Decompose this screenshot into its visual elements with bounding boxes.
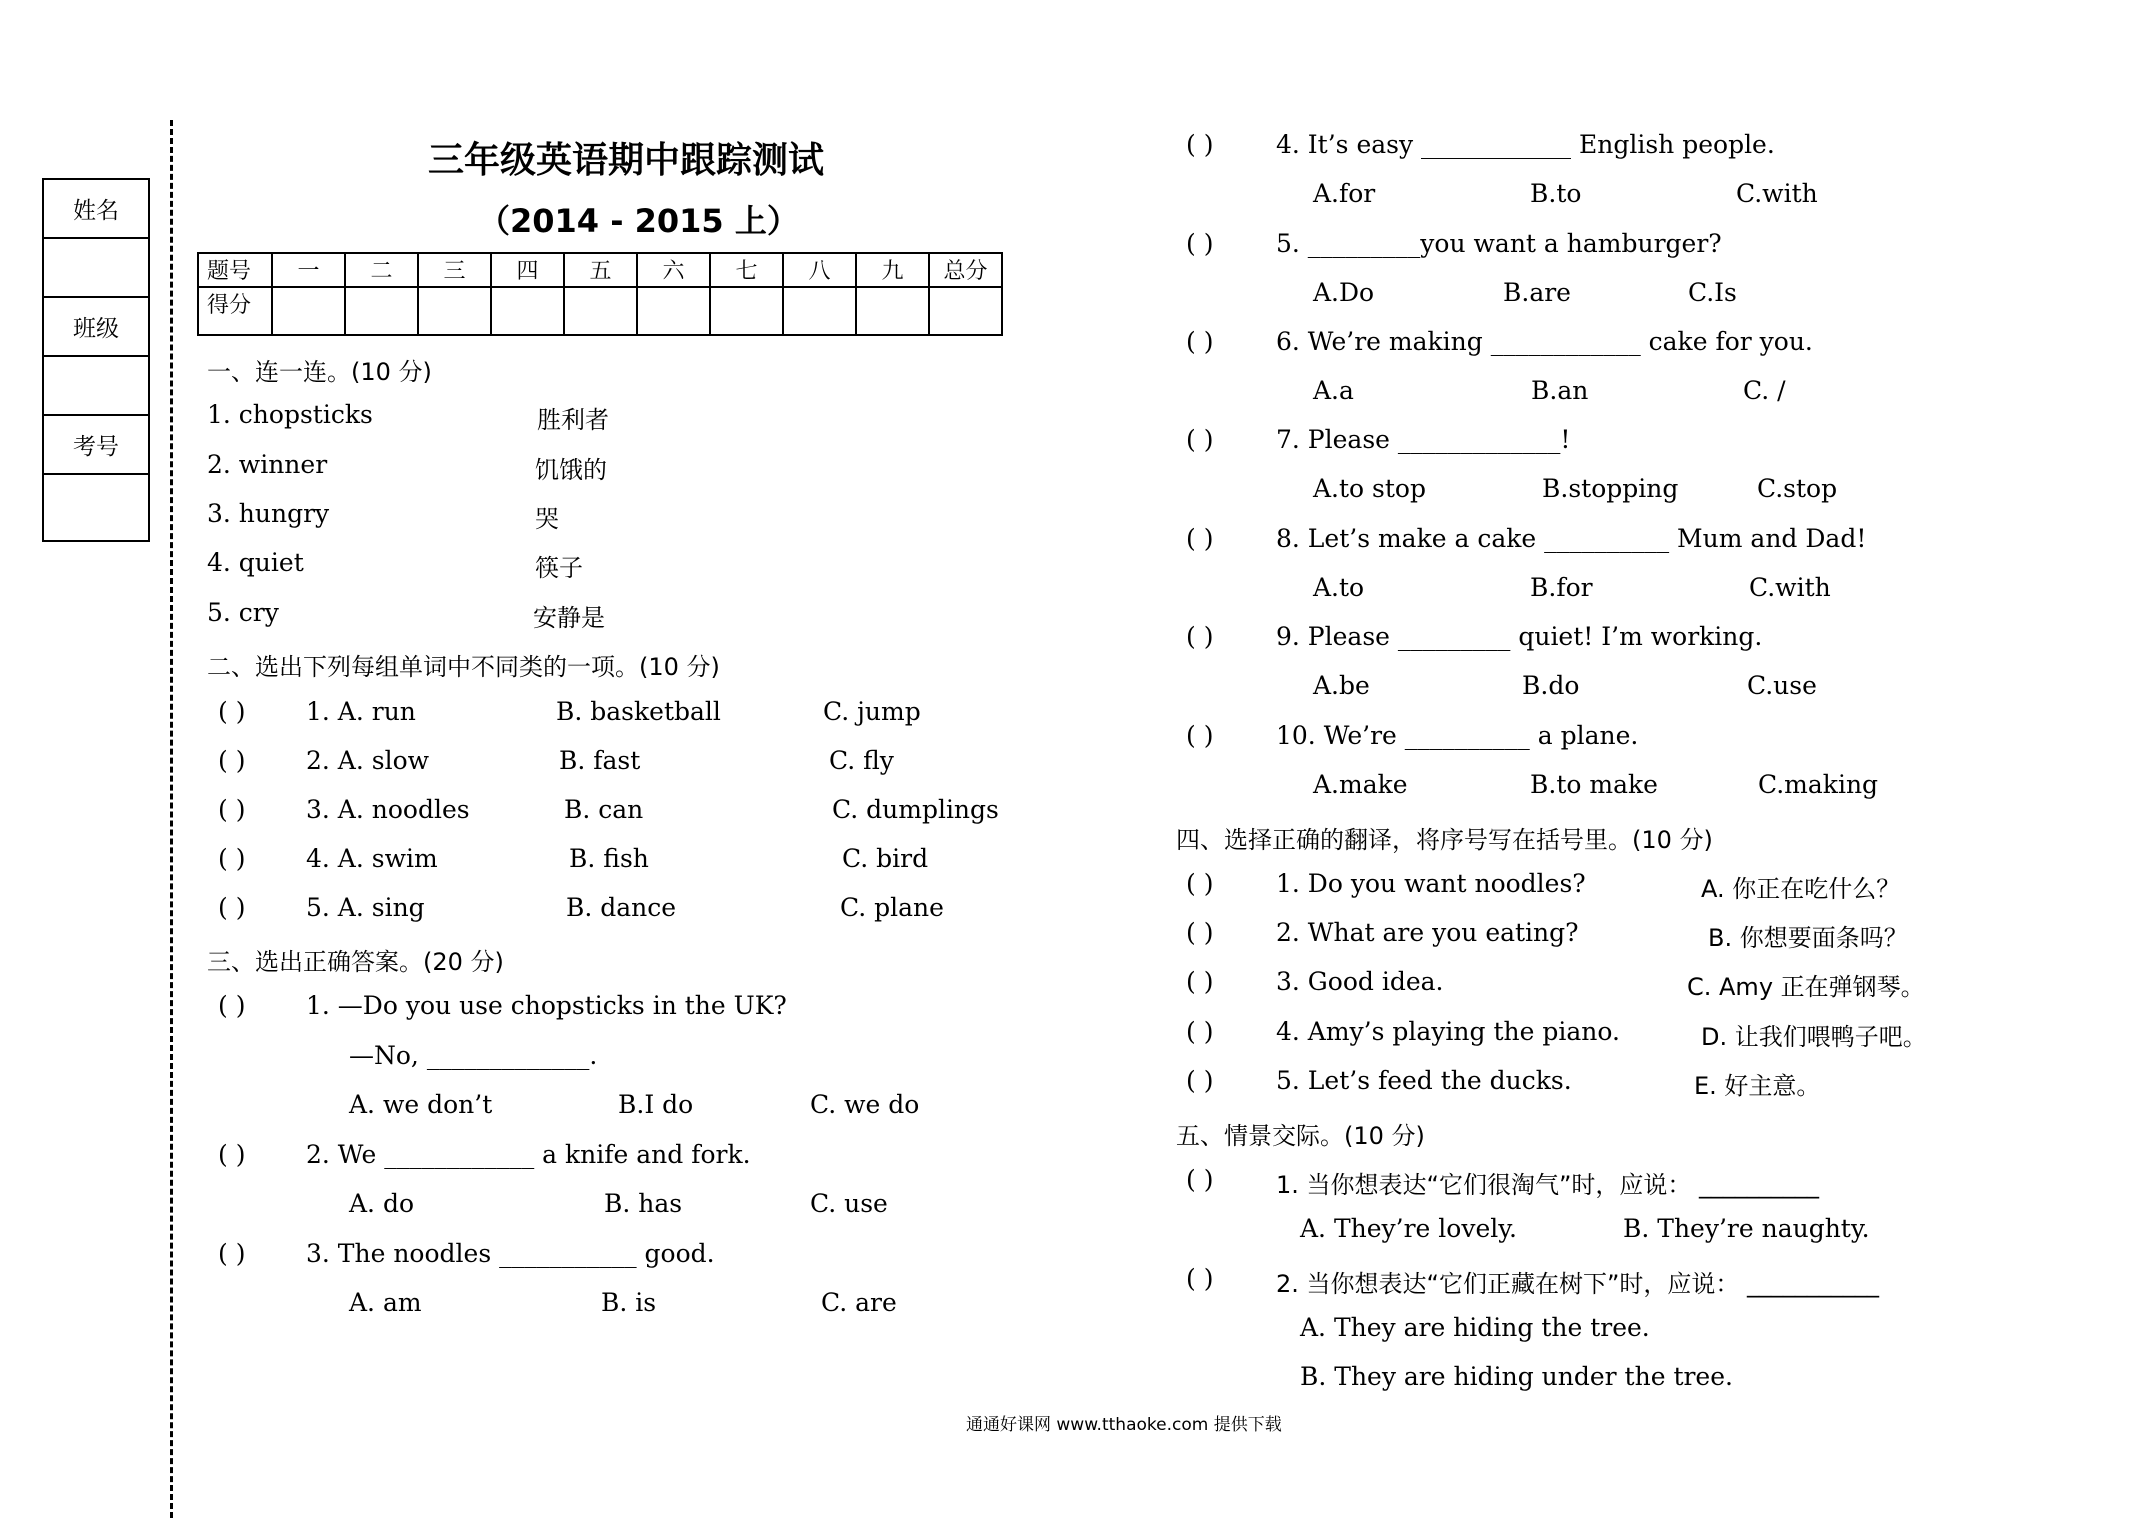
option-a: A.Do bbox=[1313, 278, 1375, 307]
question-text: 10. We’re __________ a plane. bbox=[1276, 721, 1639, 750]
option-a: A. am bbox=[349, 1288, 422, 1317]
table-cell: 一 bbox=[272, 253, 345, 287]
option-c: C.use bbox=[1747, 671, 1817, 700]
score-table bbox=[197, 252, 1003, 336]
option-c: C.with bbox=[1749, 573, 1831, 602]
option-b: B.are bbox=[1503, 278, 1571, 307]
answer-bracket[interactable]: ( ) bbox=[218, 746, 246, 775]
answer-bracket[interactable]: ( ) bbox=[218, 1239, 246, 1268]
answer-bracket[interactable]: ( ) bbox=[1186, 1264, 1214, 1293]
section4-heading: 四、选择正确的翻译，将序号写在括号里。(10 分) bbox=[1176, 826, 1713, 854]
sentence-en: 4. Amy’s playing the piano. bbox=[1276, 1017, 1620, 1046]
match-item-en: 5. cry bbox=[207, 598, 279, 627]
section3-heading: 三、选出正确答案。(20 分) bbox=[207, 948, 504, 976]
score-cell[interactable] bbox=[491, 287, 564, 335]
section2-heading: 二、选出下列每组单词中不同类的一项。(10 分) bbox=[207, 653, 720, 681]
table-cell: 得分 bbox=[198, 287, 272, 335]
option-b: B. They’re naughty. bbox=[1623, 1214, 1870, 1243]
sentence-en: 2. What are you eating? bbox=[1276, 918, 1579, 947]
match-item-zh: 胜利者 bbox=[537, 406, 609, 434]
option-b: B.an bbox=[1531, 376, 1589, 405]
question-text: 5. _________you want a hamburger? bbox=[1276, 229, 1722, 258]
option-c: C.with bbox=[1736, 179, 1818, 208]
option-b: B. can bbox=[564, 795, 644, 824]
answer-bracket[interactable]: ( ) bbox=[218, 1140, 246, 1169]
option-a: 2. A. slow bbox=[306, 746, 430, 775]
score-cell[interactable] bbox=[272, 287, 345, 335]
answer-bracket[interactable]: ( ) bbox=[1186, 425, 1214, 454]
question-text: 1. —Do you use chopsticks in the UK? bbox=[306, 991, 787, 1020]
page-title: 三年级英语期中跟踪测试 bbox=[428, 140, 825, 181]
question-text: 7. Please _____________! bbox=[1276, 425, 1571, 454]
sentence-en: 5. Let’s feed the ducks. bbox=[1276, 1066, 1572, 1095]
answer-bracket[interactable]: ( ) bbox=[1186, 967, 1214, 996]
sentence-en: 3. Good idea. bbox=[1276, 967, 1444, 996]
answer-bracket[interactable]: ( ) bbox=[218, 795, 246, 824]
match-item-en: 1. chopsticks bbox=[207, 400, 373, 429]
match-item-en: 2. winner bbox=[207, 450, 328, 479]
question-text: 3. The noodles ___________ good. bbox=[306, 1239, 715, 1268]
sentence-zh: C. Amy 正在弹钢琴。 bbox=[1687, 973, 1925, 1001]
page-subtitle: （2014 - 2015 上） bbox=[478, 202, 799, 240]
student-info-box bbox=[42, 178, 150, 542]
option-b: B.to bbox=[1530, 179, 1582, 208]
answer-bracket[interactable]: ( ) bbox=[1186, 524, 1214, 553]
table-cell: 八 bbox=[783, 253, 856, 287]
table-cell: 题号 bbox=[198, 253, 272, 287]
table-cell: 三 bbox=[418, 253, 491, 287]
answer-bracket[interactable]: ( ) bbox=[218, 991, 246, 1020]
answer-bracket[interactable]: ( ) bbox=[218, 844, 246, 873]
binding-dashed-line bbox=[170, 120, 173, 1518]
score-cell[interactable] bbox=[710, 287, 783, 335]
table-cell: 六 bbox=[637, 253, 710, 287]
match-item-en: 3. hungry bbox=[207, 499, 330, 528]
question-text: 9. Please _________ quiet! I’m working. bbox=[1276, 622, 1763, 651]
option-a: 4. A. swim bbox=[306, 844, 438, 873]
class-field[interactable] bbox=[44, 357, 148, 416]
option-c: C. / bbox=[1743, 376, 1786, 405]
answer-bracket[interactable]: ( ) bbox=[1186, 1165, 1214, 1194]
exam-number-field[interactable] bbox=[44, 475, 148, 535]
answer-bracket[interactable]: ( ) bbox=[1186, 918, 1214, 947]
match-item-zh: 安静是 bbox=[533, 604, 605, 632]
score-table-score-row bbox=[198, 287, 1002, 335]
option-b: B.stopping bbox=[1542, 474, 1679, 503]
option-a: 3. A. noodles bbox=[306, 795, 470, 824]
footer-text: 通通好课网 www.tthaoke.com 提供下载 bbox=[966, 1415, 1282, 1435]
sentence-zh: E. 好主意。 bbox=[1694, 1072, 1821, 1100]
option-c: C.making bbox=[1758, 770, 1879, 799]
sentence-zh: D. 让我们喂鸭子吧。 bbox=[1701, 1023, 1927, 1051]
question-text: 4. It’s easy ____________ English people. bbox=[1276, 130, 1775, 159]
sentence-en: 1. Do you want noodles? bbox=[1276, 869, 1586, 898]
option-b: B.to make bbox=[1530, 770, 1658, 799]
option-a: A. we don’t bbox=[349, 1090, 493, 1119]
answer-bracket[interactable]: ( ) bbox=[218, 893, 246, 922]
match-item-en: 4. quiet bbox=[207, 548, 304, 577]
option-b: B. is bbox=[601, 1288, 657, 1317]
answer-bracket[interactable]: ( ) bbox=[1186, 622, 1214, 651]
table-cell: 四 bbox=[491, 253, 564, 287]
table-cell: 七 bbox=[710, 253, 783, 287]
option-c: C. dumplings bbox=[832, 795, 999, 824]
option-b: B. has bbox=[604, 1189, 683, 1218]
option-a: A.to bbox=[1313, 573, 1365, 602]
match-item-zh: 筷子 bbox=[535, 554, 583, 582]
exam-number-label: 考号 bbox=[44, 416, 148, 475]
answer-bracket[interactable]: ( ) bbox=[1186, 130, 1214, 159]
option-c: C. jump bbox=[823, 697, 921, 726]
option-b: B.for bbox=[1530, 573, 1593, 602]
option-c: C. are bbox=[821, 1288, 897, 1317]
option-b: B. fast bbox=[559, 746, 641, 775]
name-field[interactable] bbox=[44, 239, 148, 298]
score-cell[interactable] bbox=[637, 287, 710, 335]
option-b: B.do bbox=[1522, 671, 1580, 700]
option-a: A.make bbox=[1313, 770, 1408, 799]
table-cell: 五 bbox=[564, 253, 637, 287]
option-a: A.to stop bbox=[1313, 474, 1426, 503]
option-a: A.be bbox=[1313, 671, 1370, 700]
sentence-zh: B. 你想要面条吗？ bbox=[1708, 924, 1908, 952]
answer-bracket[interactable]: ( ) bbox=[1186, 869, 1214, 898]
option-a: 5. A. sing bbox=[306, 893, 425, 922]
option-a: A. do bbox=[349, 1189, 415, 1218]
option-c: C.stop bbox=[1757, 474, 1838, 503]
section1-heading: 一、连一连。(10 分) bbox=[207, 358, 432, 386]
option-a: A.for bbox=[1313, 179, 1376, 208]
option-c: C. fly bbox=[829, 746, 894, 775]
match-item-zh: 饥饿的 bbox=[535, 456, 607, 484]
option-c: C. we do bbox=[810, 1090, 920, 1119]
score-cell[interactable] bbox=[783, 287, 856, 335]
option-a: A.a bbox=[1313, 376, 1354, 405]
option-a: A. They’re lovely. bbox=[1300, 1214, 1517, 1243]
option-b: B. They are hiding under the tree. bbox=[1300, 1362, 1733, 1391]
table-cell: 二 bbox=[345, 253, 418, 287]
score-cell[interactable] bbox=[345, 287, 418, 335]
score-cell[interactable] bbox=[856, 287, 929, 335]
sentence-zh: A. 你正在吃什么？ bbox=[1701, 875, 1901, 903]
name-label: 姓名 bbox=[44, 180, 148, 239]
option-b: B.I do bbox=[618, 1090, 694, 1119]
section5-heading: 五、情景交际。(10 分) bbox=[1176, 1122, 1425, 1150]
answer-bracket[interactable]: ( ) bbox=[1186, 229, 1214, 258]
question-text: 1. 当你想表达“它们很淘气”时，应说： __________ bbox=[1276, 1171, 1820, 1199]
option-b: B. dance bbox=[566, 893, 677, 922]
answer-bracket[interactable]: ( ) bbox=[218, 697, 246, 726]
class-label: 班级 bbox=[44, 298, 148, 357]
option-a: 1. A. run bbox=[306, 697, 416, 726]
match-item-zh: 哭 bbox=[535, 505, 559, 533]
option-c: C. plane bbox=[840, 893, 944, 922]
question-text: 6. We’re making ____________ cake for you. bbox=[1276, 327, 1813, 356]
score-cell[interactable] bbox=[564, 287, 637, 335]
question-text: 8. Let’s make a cake __________ Mum and Dad! bbox=[1276, 524, 1867, 553]
table-cell: 总分 bbox=[929, 253, 1002, 287]
answer-bracket[interactable]: ( ) bbox=[1186, 1066, 1214, 1095]
score-cell[interactable] bbox=[929, 287, 1002, 335]
option-c: C. bird bbox=[842, 844, 929, 873]
score-table-header-row bbox=[198, 253, 1002, 287]
option-c: C. use bbox=[810, 1189, 888, 1218]
table-cell: 九 bbox=[856, 253, 929, 287]
option-c: C.Is bbox=[1688, 278, 1737, 307]
option-b: B. fish bbox=[569, 844, 649, 873]
option-b: B. basketball bbox=[556, 697, 721, 726]
score-cell[interactable] bbox=[418, 287, 491, 335]
answer-bracket[interactable]: ( ) bbox=[1186, 721, 1214, 750]
answer-bracket[interactable]: ( ) bbox=[1186, 1017, 1214, 1046]
question-text: —No, _____________. bbox=[349, 1041, 598, 1070]
option-a: A. They are hiding the tree. bbox=[1300, 1313, 1650, 1342]
question-text: 2. We ____________ a knife and fork. bbox=[306, 1140, 751, 1169]
answer-bracket[interactable]: ( ) bbox=[1186, 327, 1214, 356]
question-text: 2. 当你想表达“它们正藏在树下”时，应说： ___________ bbox=[1276, 1270, 1880, 1298]
